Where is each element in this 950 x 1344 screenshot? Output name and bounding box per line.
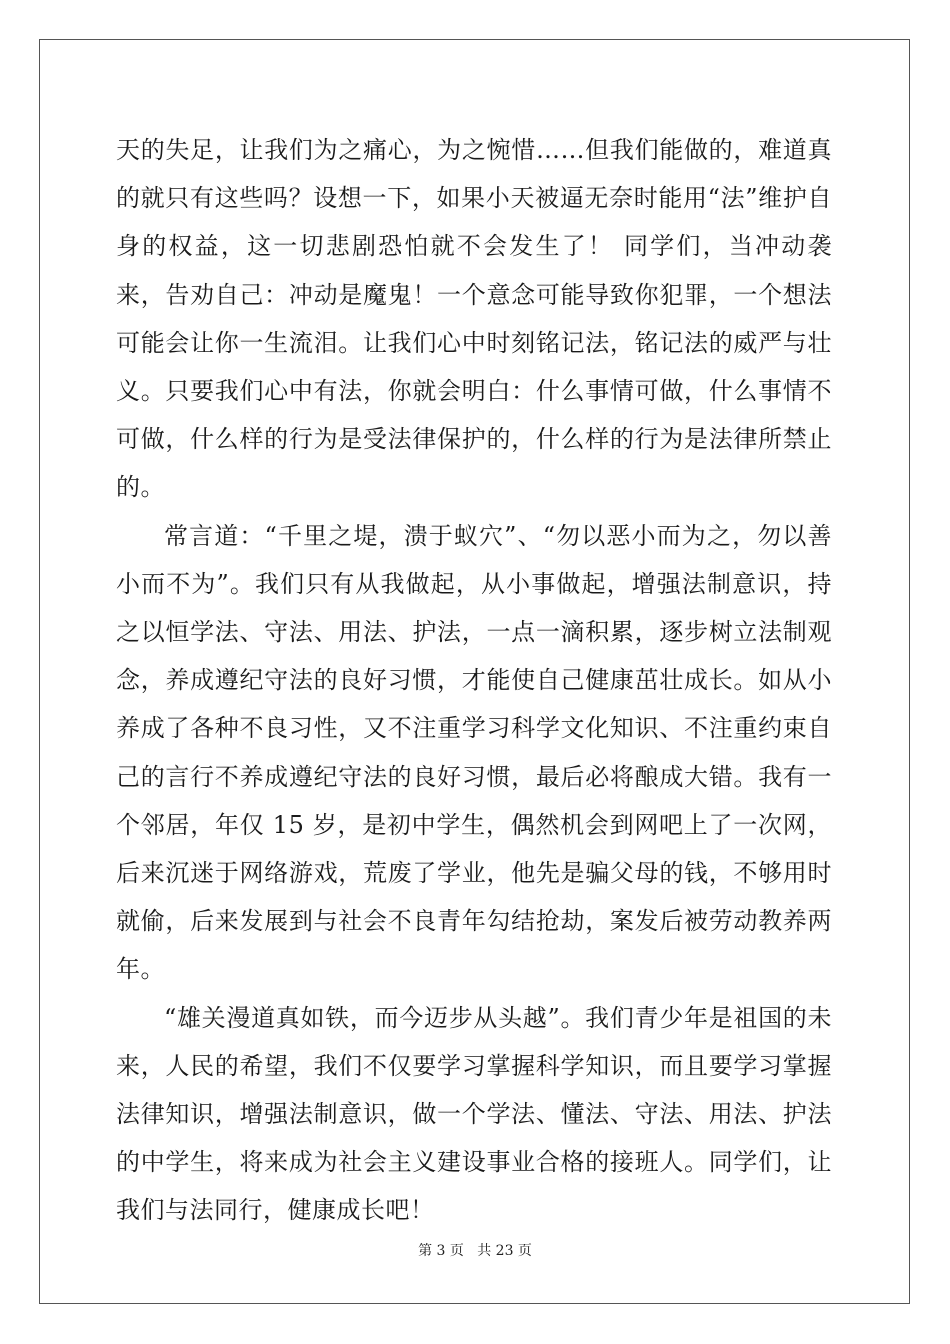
- document-body: [116, 126, 832, 1235]
- page-footer: 第 3 页 共 23 页: [418, 1243, 532, 1259]
- paragraph-2: 常言道：“千里之堤，溃于蚁穴”、“勿以恶小而为之，勿以善小而不为”。我们只有从我做起，从小事做起，增强法制意识，持之以恒学法、守法、用法、护法，一点一滴积累，逐步树立法制观念，养成遵纪守法的良好习惯，才能使自己健康茁壮成长。如从小养成了各种不良习性，又不注重学习科学文化知识、不注重约束自己的言行不养成遵纪守法的良好习惯，最后必将酿成大错。我有一个邻居，年仅 15 岁，是初中学生，偶然机会到网吧上了一次网，后来沉迷于网络游戏，荒废了学业，他先是骗父母的钱，不够用时就偷，后来发展到与社会不良青年勾结抢劫，案发后被劳动教养两年。: [116, 521, 832, 984]
- paragraph-3: “雄关漫道真如铁，而今迈步从头越”。我们青少年是祖国的未来，人民的希望，我们不仅要学习掌握科学知识，而且要学习掌握法律知识，增强法制意识，做一个学法、懂法、守法、用法、护法的中学生，将来成为社会主义建设事业合格的接班人。同学们，让我们与法同行，健康成长吧！: [116, 1003, 832, 1225]
- paragraph-1: 天的失足，让我们为之痛心，为之惋惜……但我们能做的，难道真的就只有这些吗？设想一下，如果小天被逼无奈时能用“法”维护自身的权益，这一切悲剧恐怕就不会发生了！ 同学们，当冲动袭来，告劝自己：冲动是魔鬼！一个意念可能导致你犯罪，一个想法可能会让你一生流泪。让我们心中时刻铭记法，铭记法的威严与壮义。只要我们心中有法，你就会明白：什么事情可做，什么事情不可做，什么样的行为是受法律保护的，什么样的行为是法律所禁止的。: [116, 136, 832, 502]
